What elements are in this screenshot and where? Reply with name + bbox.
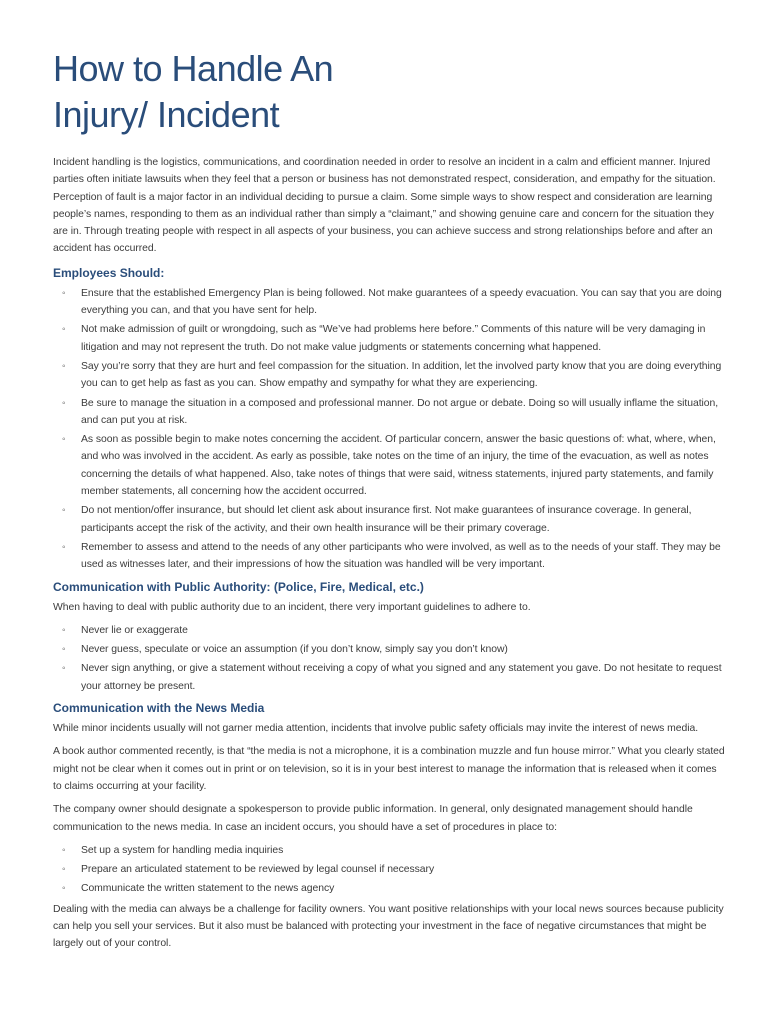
employees-list <box>53 285 725 574</box>
list-item: ◦ Prepare an articulated statement to be reviewed by legal counsel if necessary <box>53 861 725 878</box>
authority-intro: When having to deal with public authority due to an incident, there very important guidelines to adhere to. <box>53 601 531 613</box>
list-item: ◦ Ensure that the established Emergency Plan is being followed. Not make guarantees of a speedy evacuation. You can say that you are doing everything you can, and that you have sent for help. <box>53 285 725 320</box>
list-item: ◦ Remember to assess and attend to the needs of any other participants who were involved, as well as to the needs of your staff. They may be used as witnesses later, and their impressions of how the situation was handled will be very important. <box>53 539 725 574</box>
media-paragraph-3: The company owner should designate a spokesperson to provide public information. In general, only designated management should handle communication to the news media. In case an incident occurs, you should have a set of procedures in place to: <box>53 804 693 833</box>
intro-paragraph: Incident handling is the logistics, communications, and coordination needed in order to resolve an incident in a calm and efficient manner. Injured parties often initiate lawsuits when they feel that a person or business has not demonstrated respect, consideration, and empathy for the situation. Perception of fault is a major factor in an individual deciding to pursue a claim. Some simple ways to show respect and consideration are learning people’s names, responding to them as an individual rather than simply a “claimant,” and showing genuine care and concern for the situation they are in. Through treating people with respect in all aspects of your business, you can achieve success and strong relationships before and after an accident has occurred. <box>53 157 716 255</box>
list-item: ◦ Say you’re sorry that they are hurt and feel compassion for the situation. In addition, let the involved party know that you are doing everything you can to get help as fast as you can. Show empathy and sympathy for what they are experiencing. <box>53 358 725 393</box>
page-title-line-1: How to Handle An <box>53 48 334 89</box>
page-title <box>53 46 725 138</box>
authority-list <box>53 622 725 695</box>
list-item: ◦ Communicate the written statement to the news agency <box>53 880 725 897</box>
media-paragraph-2: A book author commented recently, is that “the media is not a microphone, it is a combination muzzle and fun house mirror.” What you clearly stated might not be clear when it comes out in print or on television, so it is in your best interest to manage the information that is released when it comes to claims occurring at your facility. <box>53 746 725 792</box>
list-item: ◦ Set up a system for handling media inquiries <box>53 842 725 859</box>
list-item: ◦ Not make admission of guilt or wrongdoing, such as “We’ve had problems here before.” Comments of this nature will be very damaging in litigation and may not represent the truth. Do not make value judgments or statements concerning what happened. <box>53 321 725 356</box>
media-heading: Communication with the News Media <box>53 701 265 716</box>
list-item: ◦ Never sign anything, or give a statement without receiving a copy of what you signed and any statement you gave. Do not hesitate to request your attorney be present. <box>53 660 725 695</box>
media-list <box>53 842 725 898</box>
list-item: ◦ As soon as possible begin to make notes concerning the accident. Of particular concern, answer the basic questions of: what, where, when, and who was involved in the accident. As early as possible, take notes on the time of an injury, the time of the evacuation, as well as notes concerning the details of what happened. Also, take notes of things that were said, witness statements, injured party statements, and family member statements, all concerning how the accident occurred. <box>53 431 725 500</box>
list-item: ◦ Do not mention/offer insurance, but should let client ask about insurance first. Not make guarantees of insurance coverage. In general, participants accept the risk of the activity, and their own health insurance will be their primary coverage. <box>53 502 725 537</box>
media-paragraph-1: While minor incidents usually will not garner media attention, incidents that involve public safety officials may invite the interest of news media. <box>53 723 699 735</box>
media-paragraph-4: Dealing with the media can always be a challenge for facility owners. You want positive relationships with your local news sources because publicity can help you sell your services. But it also must be balanced with protecting your investment in the face of negative circumstances that might be largely out of your control. <box>53 903 724 950</box>
page-title-line-2: Injury/ Incident <box>53 94 280 135</box>
list-item: ◦ Be sure to manage the situation in a composed and professional manner. Do not argue or debate. Doing so will usually inflame the situation, and can put you at risk. <box>53 395 725 430</box>
list-item: ◦ Never lie or exaggerate <box>53 622 725 639</box>
document-page <box>53 46 725 959</box>
authority-heading: Communication with Public Authority: (Police, Fire, Medical, etc.) <box>53 579 424 594</box>
employees-heading: Employees Should: <box>53 265 165 280</box>
list-item: ◦ Never guess, speculate or voice an assumption (if you don’t know, simply say you don’t know) <box>53 641 725 658</box>
